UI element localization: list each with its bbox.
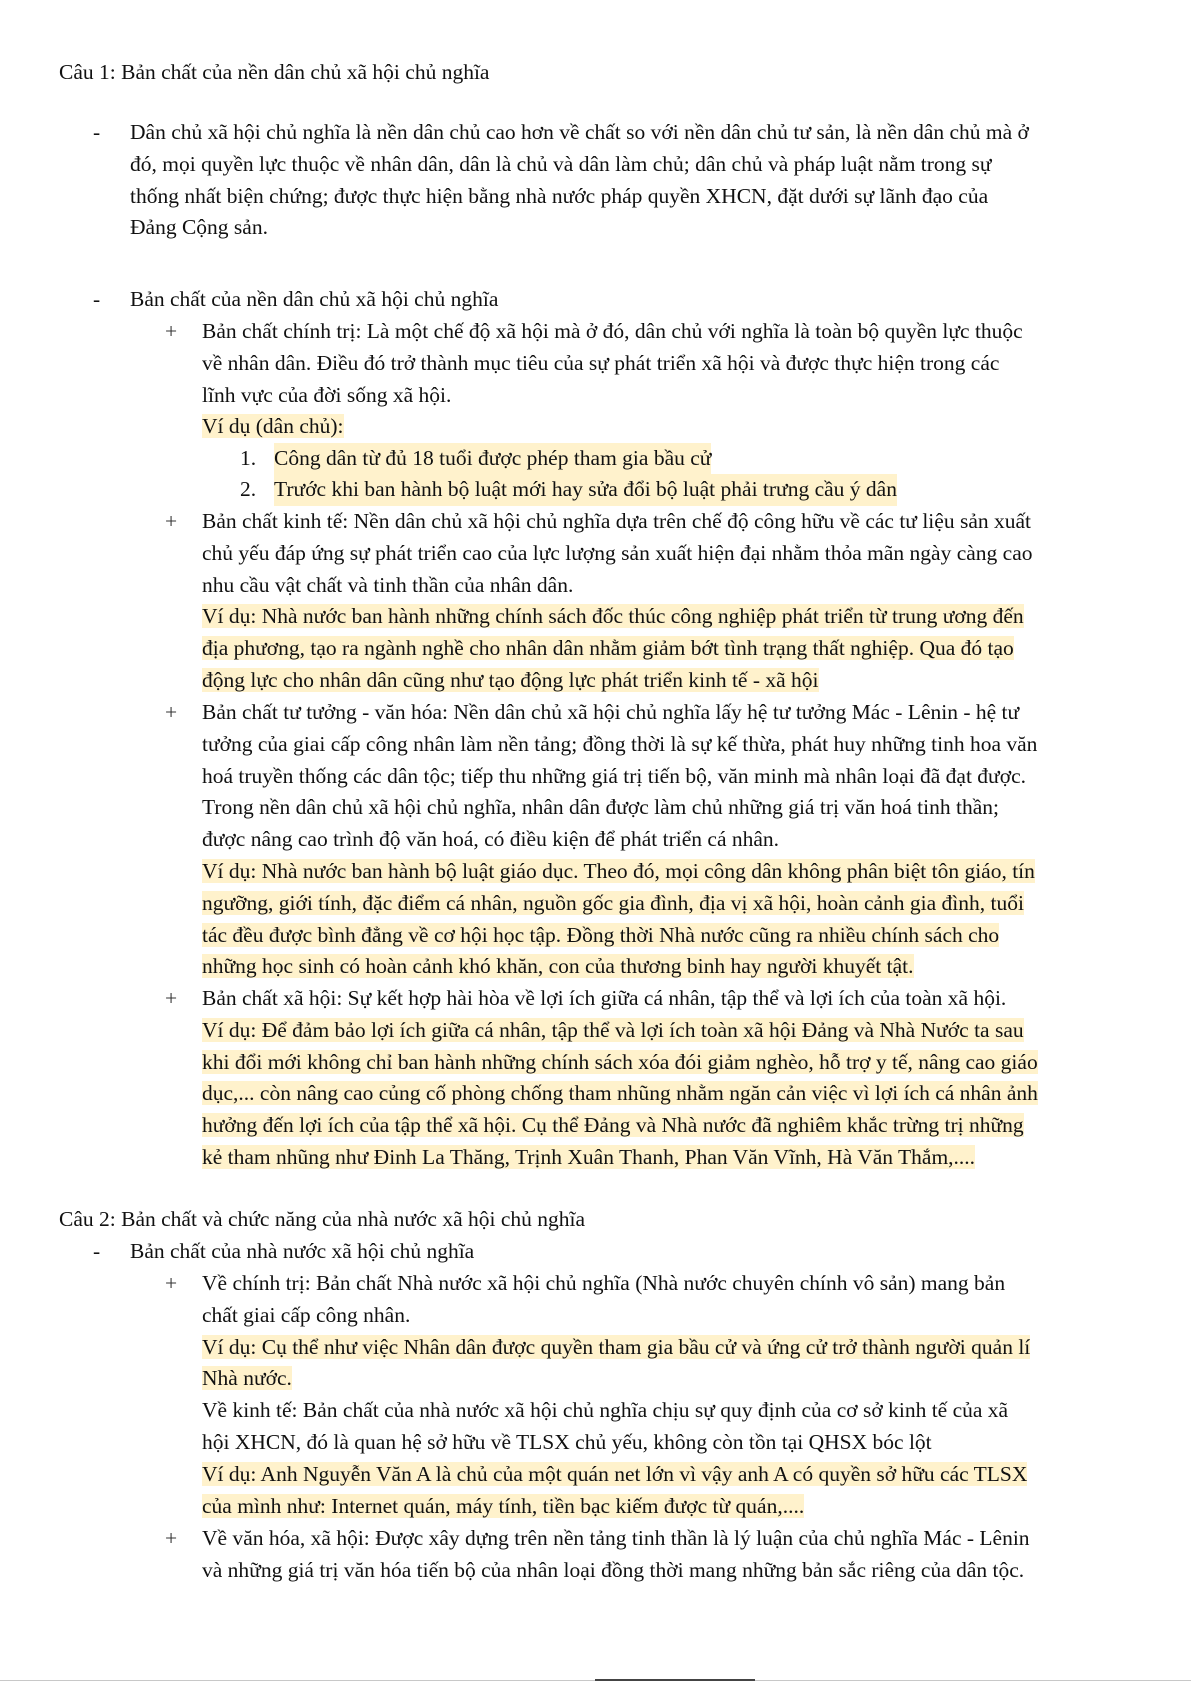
- example-line: [202, 888, 1147, 920]
- list-number: 2.: [240, 477, 257, 501]
- q1-definition-text: [130, 117, 1150, 244]
- plus-marker: +: [165, 319, 178, 343]
- text-line: Bản chất tư tưởng - văn hóa: Nền dân chủ xã hội chủ nghĩa lấy hệ tư tưởng Mác - Lênin - hệ tư: [202, 700, 1020, 724]
- example-line: [202, 856, 1147, 888]
- text-line: Đảng Cộng sản.: [130, 215, 268, 240]
- highlight: kẻ tham nhũng như Đinh La Thăng, Trịnh Xuân Thanh, Phan Văn Vĩnh, Hà Văn Thắm,....: [202, 1144, 976, 1169]
- text-line: thống nhất biện chứng; được thực hiện bằng nhà nước pháp quyền XHCN, đặt dưới sự lãnh đạo của: [130, 183, 989, 208]
- example-line: [202, 601, 1147, 633]
- plus-marker: +: [165, 1526, 178, 1550]
- text-line: Về chính trị: Bản chất Nhà nước xã hội chủ nghĩa (Nhà nước chuyên chính vô sản) mang bản: [202, 1271, 1006, 1295]
- example-line: [202, 951, 1147, 983]
- text-line: Bản chất kinh tế: Nền dân chủ xã hội chủ nghĩa dựa trên chế độ công hữu về các tư liệu sản xuất: [202, 509, 1031, 533]
- highlight: dục,... còn nâng cao củng cố phòng chống tham nhũng nhằm ngăn cản việc vì lợi ích cá nhân ảnh: [202, 1081, 1038, 1106]
- highlight: Ví dụ: Để đảm bảo lợi ích giữa cá nhân, tập thể và lợi ích toàn xã hội Đảng và Nhà Nước ta sau: [202, 1017, 1024, 1042]
- q2-political-text: [202, 1268, 1147, 1522]
- page-bottom-divider-accent: [595, 1679, 755, 1681]
- q1-social-text: [202, 983, 1147, 1174]
- highlight: Ví dụ: Cụ thể như việc Nhân dân được quyền tham gia bầu cử và ứng cử trở thành người quản lí: [202, 1334, 1031, 1359]
- text-line: Về văn hóa, xã hội: Được xây dựng trên nền tảng tinh thần là lý luận của chủ nghĩa Mác - Lênin: [202, 1526, 1030, 1550]
- text-line: hoá truyền thống các dân tộc; tiếp thu những giá trị tiến bộ, văn minh mà nhân loại đã đạt được.: [202, 763, 1026, 788]
- text-line: được nâng cao trình độ văn hoá, có điều kiện để phát triển cá nhân.: [202, 827, 780, 852]
- highlight: Ví dụ: Nhà nước ban hành bộ luật giáo dục. Theo đó, mọi công dân không phân biệt tôn giáo, tín: [202, 858, 1035, 883]
- q2-culture-text: [202, 1523, 1147, 1587]
- text-line: về nhân dân. Điều đó trở thành mục tiêu của sự phát triển xã hội và được thực hiện trong các: [202, 350, 1000, 375]
- highlight: hưởng đến lợi ích của tập thể xã hội. Cụ thể Đảng và Nhà nước đã nghiêm khắc trừng trị những: [202, 1113, 1024, 1138]
- text-line: Bản chất chính trị: Là một chế độ xã hội mà ở đó, dân chủ với nghĩa là toàn bộ quyền lực thuộc: [202, 319, 1023, 343]
- dash-marker: -: [93, 287, 101, 311]
- list-number: 1.: [240, 446, 257, 470]
- highlight: động lực cho nhân dân cũng như tạo động lực phát triển kinh tế - xã hội: [202, 667, 819, 692]
- highlight: những học sinh có hoàn cảnh khó khăn, con của thương binh hay người khuyết tật.: [202, 954, 914, 979]
- q2-nature-text: Bản chất của nhà nước xã hội chủ nghĩa: [130, 1239, 475, 1263]
- highlight: Ví dụ: Anh Nguyễn Văn A là chủ của một quán net lớn vì vậy anh A có quyền sở hữu các TLSX: [202, 1461, 1028, 1486]
- example-line: [202, 920, 1147, 952]
- q1-nature-text: Bản chất của nền dân chủ xã hội chủ nghĩa: [130, 287, 499, 311]
- text-line: và những giá trị văn hóa tiến bộ của nhân loại đồng thời mang những bản sắc riêng của dân tộc.: [202, 1557, 1025, 1582]
- plus-marker: +: [165, 509, 178, 533]
- text-line: chủ yếu đáp ứng sự phát triển cao của lực lượng sản xuất hiện đại nhằm thỏa mãn ngày càng cao: [202, 540, 1033, 565]
- example-line: [202, 665, 1147, 697]
- dash-marker: -: [93, 120, 101, 144]
- example-line: [202, 1047, 1147, 1079]
- example-line: [202, 1110, 1147, 1142]
- example-line: [202, 1332, 1147, 1364]
- highlight: Ví dụ (dân chủ):: [202, 414, 344, 439]
- highlight: khi đổi mới không chỉ ban hành những chính sách xóa đói giảm nghèo, hỗ trợ y tế, nâng cao giáo: [202, 1049, 1038, 1074]
- highlight: tác đều được bình đẳng về cơ hội học tập. Đồng thời Nhà nước cũng ra nhiều chính sách cho: [202, 922, 1000, 947]
- list-text: Trước khi ban hành bộ luật mới hay sửa đổi bộ luật phải trưng cầu ý dân: [274, 474, 897, 506]
- text-line: Về kinh tế: Bản chất của nhà nước xã hội chủ nghĩa chịu sự quy định của cơ sở kinh tế của xã: [202, 1398, 1009, 1423]
- text-line: hội XHCN, đó là quan hệ sở hữu về TLSX chủ yếu, không còn tồn tại QHSX bóc lột: [202, 1429, 932, 1454]
- example-line: [202, 1491, 1147, 1523]
- highlight: ngưỡng, giới tính, đặc điểm cá nhân, nguồn gốc gia đình, địa vị xã hội, hoàn cảnh gia đình, tuổi: [202, 890, 1024, 915]
- example-line: [202, 1142, 1147, 1174]
- highlight: của mình như: Internet quán, máy tính, tiền bạc kiếm được từ quán,....: [202, 1493, 805, 1518]
- example-label: [202, 411, 1147, 443]
- highlight: địa phương, tạo ra ngành nghề cho nhân dân nhằm giảm bớt tình trạng thất nghiệp. Qua đó tạo: [202, 636, 1014, 661]
- plus-marker: +: [165, 700, 178, 724]
- example-line: [202, 1459, 1147, 1491]
- text-line: Trong nền dân chủ xã hội chủ nghĩa, nhân dân được làm chủ những giá trị văn hoá tinh thần;: [202, 795, 999, 820]
- plus-marker: +: [165, 1271, 178, 1295]
- text-line: nhu cầu vật chất và tinh thần của nhân dân.: [202, 572, 574, 597]
- q1-political-text: [202, 316, 1147, 443]
- highlight: Ví dụ: Nhà nước ban hành những chính sách đốc thúc công nghiệp phát triển từ trung ương đến: [202, 604, 1024, 629]
- text-line: Bản chất xã hội: Sự kết hợp hài hòa về lợi ích giữa cá nhân, tập thể và lợi ích của toàn xã hội.: [202, 986, 1007, 1010]
- q1-economic-text: [202, 506, 1147, 697]
- example-line: [202, 1078, 1147, 1110]
- example-line: [202, 1015, 1147, 1047]
- plus-marker: +: [165, 986, 178, 1010]
- highlight: Nhà nước.: [202, 1366, 292, 1391]
- example-line: [202, 1363, 1147, 1395]
- dash-marker: -: [93, 1239, 101, 1263]
- text-line: tưởng của giai cấp công nhân làm nền tảng; đồng thời là sự kế thừa, phát huy những tinh hoa văn: [202, 731, 1038, 756]
- q1-ideology-text: [202, 697, 1147, 983]
- text-line: đó, mọi quyền lực thuộc về nhân dân, dân là chủ và dân làm chủ; dân chủ và pháp luật nằm trong sự: [130, 151, 992, 176]
- q1-heading: Câu 1: Bản chất của nền dân chủ xã hội chủ nghĩa: [59, 60, 490, 84]
- text-line: chất giai cấp công nhân.: [202, 1302, 411, 1327]
- text-line: Dân chủ xã hội chủ nghĩa là nền dân chủ cao hơn về chất so với nền dân chủ tư sản, là nền dân chủ mà ở: [130, 120, 1029, 144]
- text-line: lĩnh vực của đời sống xã hội.: [202, 382, 452, 407]
- example-line: [202, 633, 1147, 665]
- q2-heading: Câu 2: Bản chất và chức năng của nhà nước xã hội chủ nghĩa: [59, 1207, 586, 1231]
- list-text: Công dân từ đủ 18 tuổi được phép tham gia bầu cử: [274, 443, 711, 475]
